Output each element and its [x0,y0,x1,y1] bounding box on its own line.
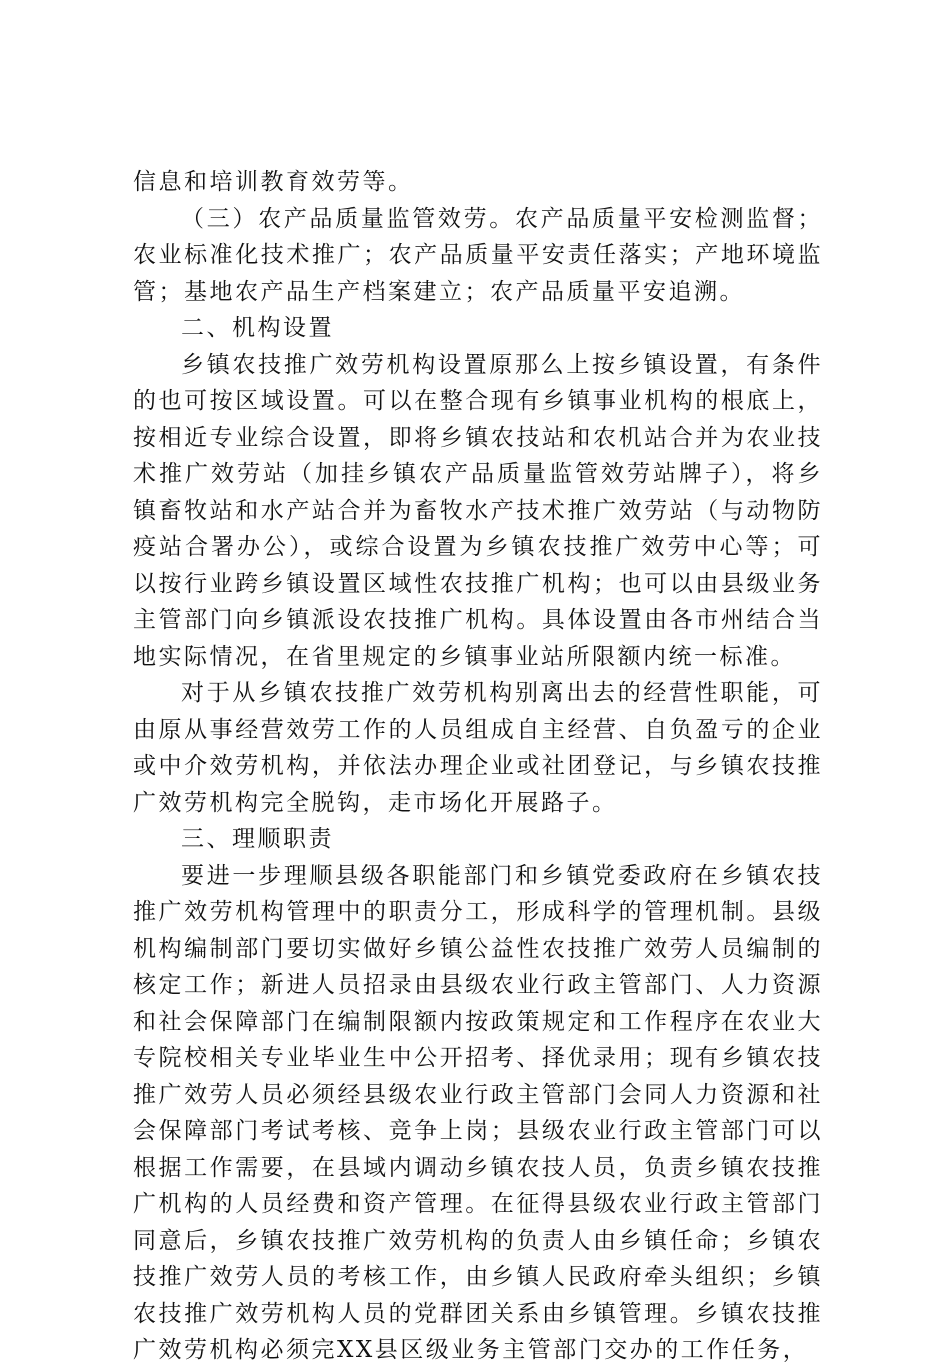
section-heading-institution-setup: 二、机构设置 [181,315,334,341]
paragraph-responsibilities: 要进一步理顺县级各职能部门和乡镇党委政府在乡镇农技推广效劳机构管理中的职责分工，形成科学的管理机制。县级机构编制部门要切实做好乡镇公益性农技推广效劳人员编制的核定工作；新进人员招录由县级农业行政主管部门、人力资源和社会保障部门在编制限额内按政策规定和工作程序在农业大专院校相关专业毕业生中公开招考、择优录用；现有乡镇农技推广效劳人员必须经县级农业行政主管部门会同人力资源和社会保障部门考试考核、竞争上岗；县级农业行政主管部门可以根据工作需要，在县域内调动乡镇农技人员，负责乡镇农技推广机构的人员经费和资产管理。在征得县级农业行政主管部门同意后，乡镇农技推广效劳机构的负责人由乡镇任命；乡镇农技推广效劳人员的考核工作，由乡镇人民政府牵头组织；乡镇农技推广效劳机构人员的党群团关系由乡镇管理。乡镇农技推广效劳机构必须完XX县区级业务主管部门交办的工作任务， [133,862,823,1363]
paragraph-business-functions: 对于从乡镇农技推广效劳机构别离出去的经营性职能，可由原从事经营效劳工作的人员组成自主经营、自负盈亏的企业或中介效劳机构，并依法办理企业或社团登记，与乡镇农技推广效劳机构完全脱钩，走市场化开展路子。 [133,680,823,816]
paragraph-quality-supervision: （三）农产品质量监管效劳。农产品质量平安检测监督；农业标准化技术推广；农产品质量平安责任落实；产地环境监管；基地农产品生产档案建立；农产品质量平安追溯。 [133,205,823,305]
paragraph-institution-setup: 乡镇农技推广效劳机构设置原那么上按乡镇设置，有条件的也可按区域设置。可以在整合现有乡镇事业机构的根底上，按相近专业综合设置，即将乡镇农技站和农机站合并为农业技术推广效劳站（加挂乡镇农产品质量监管效劳站牌子），将乡镇畜牧站和水产站合并为畜牧水产技术推广效劳站（与动物防疫站合署办公），或综合设置为乡镇农技推广效劳中心等；可以按行业跨乡镇设置区域性农技推广机构；也可以由县级业务主管部门向乡镇派设农技推广机构。具体设置由各市州结合当地实际情况，在省里规定的乡镇事业站所限额内统一标准。 [133,351,823,670]
document-body [133,164,823,1369]
paragraph-continuation: 信息和培训教育效劳等。 [133,169,414,195]
section-heading-responsibilities: 三、理顺职责 [181,826,334,852]
